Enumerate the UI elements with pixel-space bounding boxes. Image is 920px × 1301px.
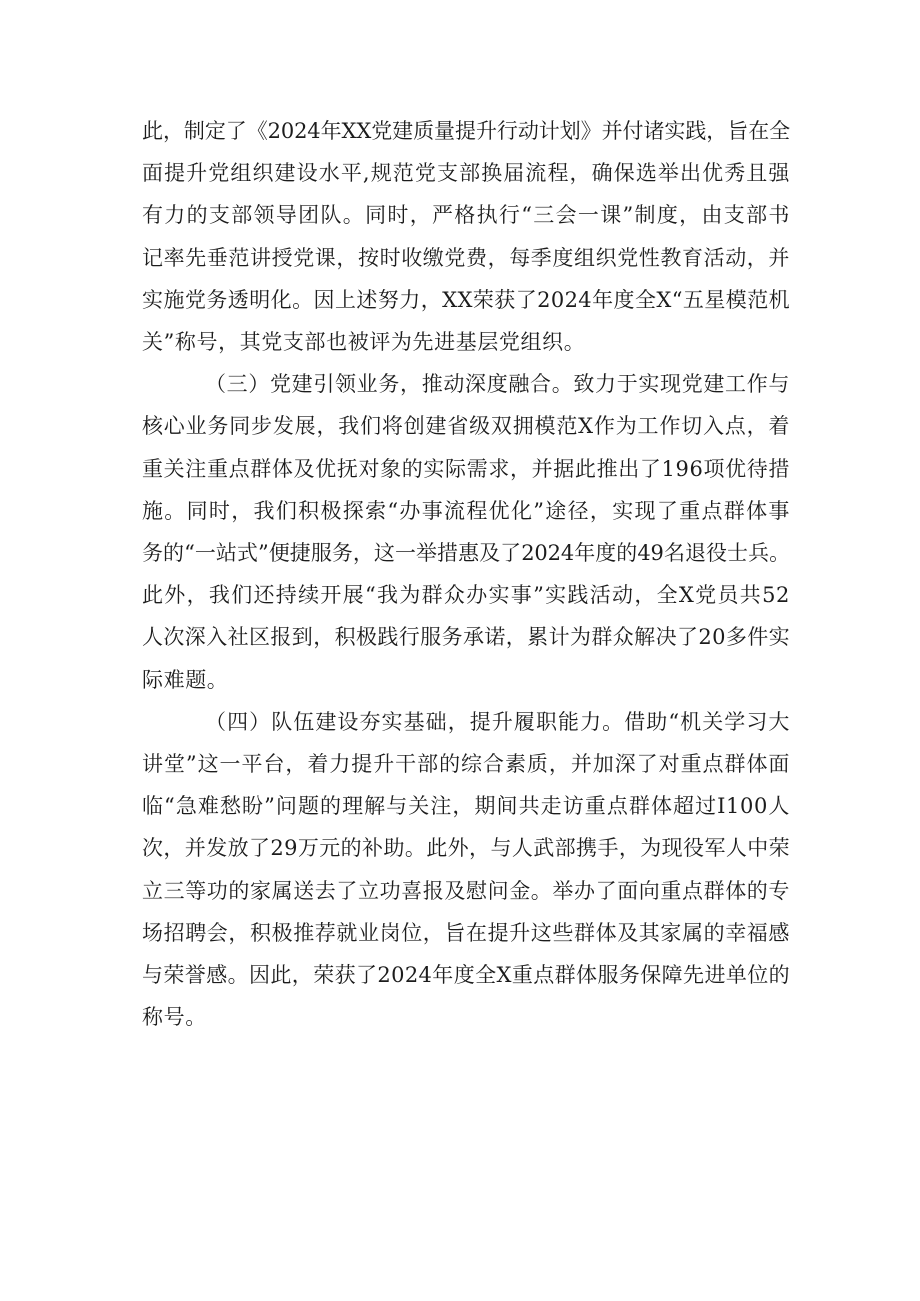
text-line: 与荣誉感。因此，荣获了2024年度全X重点群体服务保障先进单位的 bbox=[142, 963, 790, 988]
section-heading-line: （三）党建引领业务，推动深度融合。致力于实现党建工作与 bbox=[205, 372, 790, 397]
text-line: 关”称号，其党支部也被评为先进基层党组织。 bbox=[142, 330, 586, 355]
text-line: 有力的支部领导团队。同时，严格执行“三会一课”制度，由支部书 bbox=[142, 203, 790, 228]
text-line: 讲堂”这一平台，着力提升干部的综合素质，并加深了对重点群体面 bbox=[142, 752, 790, 777]
text-line: 务的“一站式”便捷服务，这一举措惠及了2024年度的49名退役士兵。 bbox=[142, 541, 790, 566]
text-line: 施。同时，我们积极探索“办事流程优化”途径，实现了重点群体事 bbox=[142, 498, 790, 523]
document-body bbox=[142, 110, 790, 1038]
text-line: 此，制定了《2024年XX党建质量提升行动计划》并付诸实践，旨在全 bbox=[142, 119, 790, 143]
text-line: 核心业务同步发展，我们将创建省级双拥模范X作为工作切入点，着 bbox=[142, 414, 790, 439]
text-line: 人次深入社区报到，积极践行服务承诺，累计为群众解决了20多件实 bbox=[142, 625, 790, 650]
text-line: 临“急难愁盼”问题的理解与关注，期间共走访重点群体超过I100人 bbox=[142, 794, 790, 819]
text-line: 重关注重点群体及优抚对象的实际需求，并据此推出了196项优待措 bbox=[142, 456, 790, 481]
text-line: 称号。 bbox=[142, 1005, 207, 1030]
section-heading-line: （四）队伍建设夯实基础，提升履职能力。借助“机关学习大 bbox=[205, 709, 790, 734]
text-line: 记率先垂范讲授党课，按时收缴党费，每季度组织党性教育活动，并 bbox=[142, 245, 790, 270]
text-line: 场招聘会，积极推荐就业岗位，旨在提升这些群体及其家属的幸福感 bbox=[142, 920, 790, 945]
text-line: 际难题。 bbox=[142, 667, 229, 692]
paragraph-section-3 bbox=[142, 363, 790, 701]
text-line: 实施党务透明化。因上述努力，XX荣获了2024年度全X“五星模范机 bbox=[142, 287, 790, 312]
paragraph-section-4 bbox=[142, 701, 790, 1039]
text-line: 此外，我们还持续开展“我为群众办实事”实践活动，全X党员共52 bbox=[142, 583, 790, 608]
text-line: 次，并发放了29万元的补助。此外，与人武部携手，为现役军人中荣 bbox=[142, 836, 790, 861]
paragraph-continuation bbox=[142, 110, 790, 363]
text-line: 面提升党组织建设水平,规范党支部换届流程，确保选举出优秀且强 bbox=[142, 161, 790, 186]
text-line: 立三等功的家属送去了立功喜报及慰问金。举办了面向重点群体的专 bbox=[142, 878, 790, 903]
